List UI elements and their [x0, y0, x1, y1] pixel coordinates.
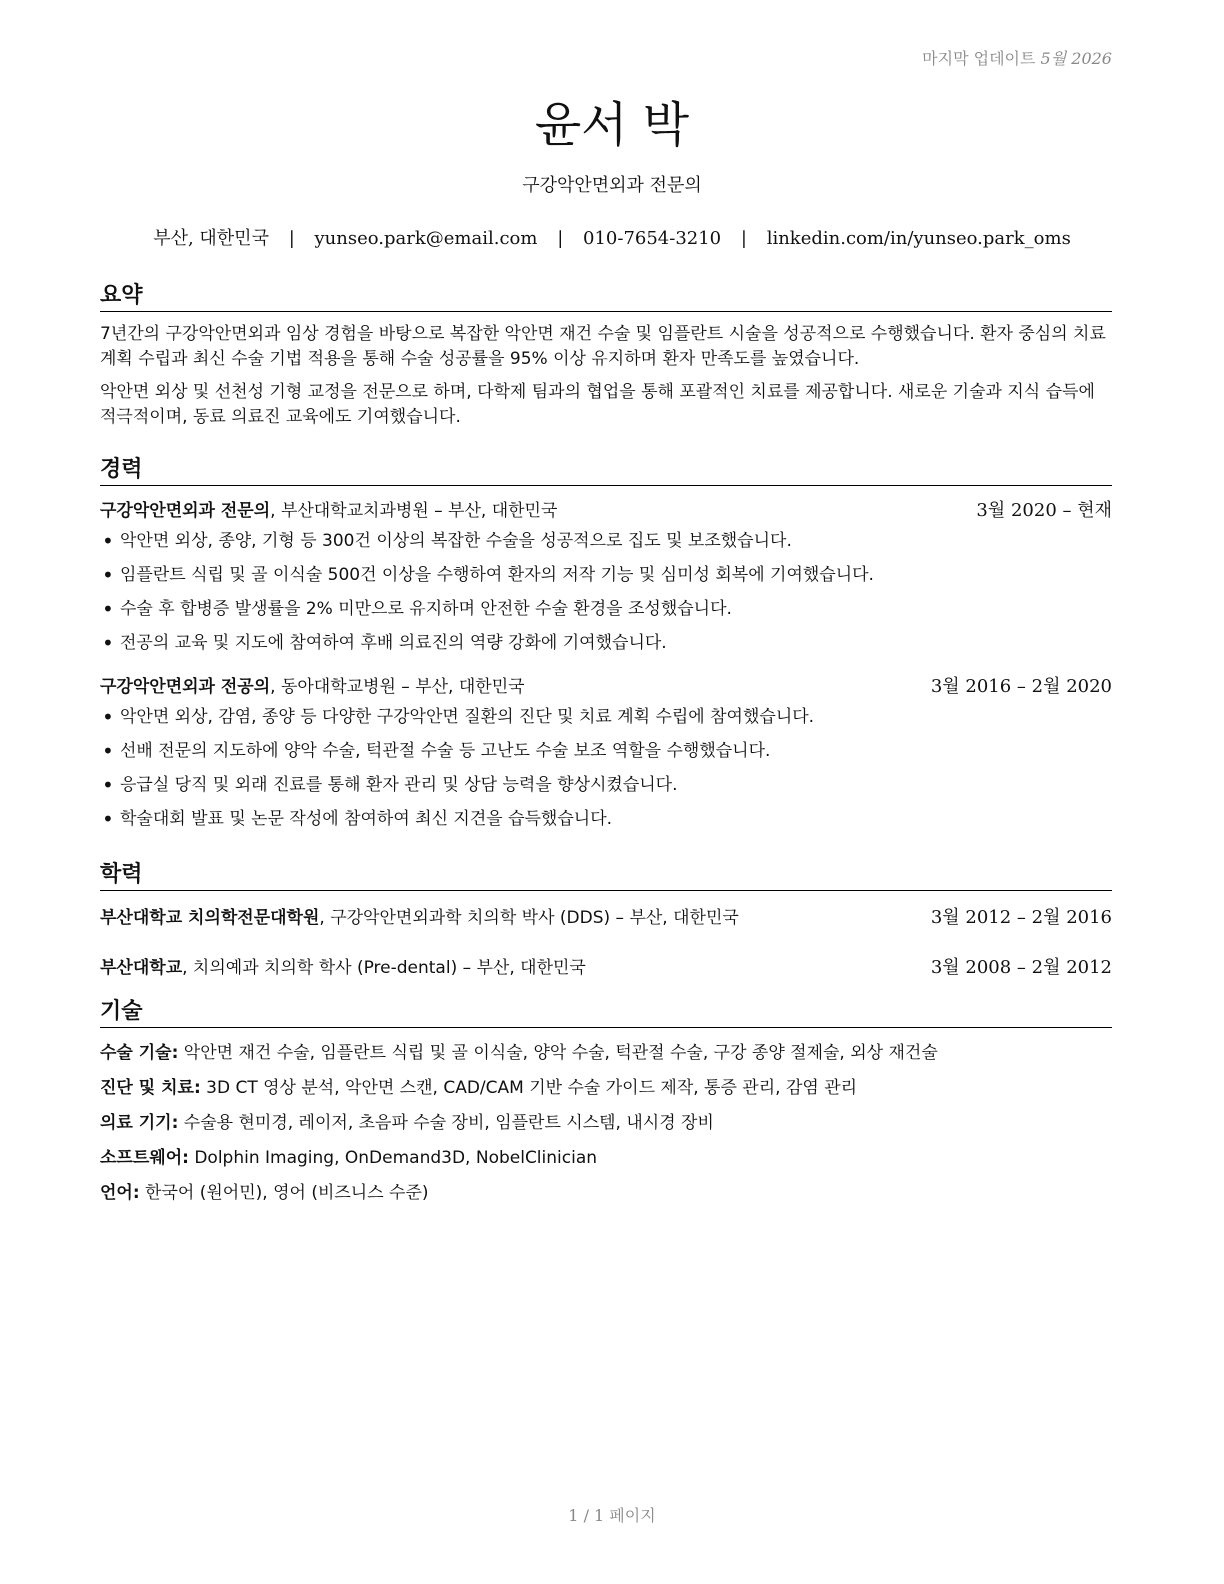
skill-value: 한국어 (원어민), 영어 (비즈니스 수준)	[139, 1183, 429, 1203]
skill-row	[100, 1176, 1112, 1211]
skill-label: 언어:	[100, 1183, 140, 1203]
last-updated	[922, 46, 1112, 69]
skills-section	[100, 994, 1112, 1211]
skill-value: 3D CT 영상 분석, 악안면 스캔, CAD/CAM 기반 수술 가이드 제작, 통증 관리, 감염 관리	[200, 1078, 858, 1098]
job-role: 구강악안면외과 전공의	[100, 677, 271, 697]
education-dates: 3월 2012 – 2월 2016	[930, 907, 1112, 928]
contact-email[interactable]: yunseo.park@email.com	[314, 228, 538, 249]
summary-paragraph: 악안면 외상 및 선천성 기형 교정을 전문으로 하며, 다학제 팀과의 협업을 통해 포괄적인 치료를 제공합니다. 새로운 기술과 지식 습득에 적극적이며, 동료 의료진 교육에도 기여했습니다.	[100, 382, 1095, 427]
education-dates: 3월 2008 – 2월 2012	[930, 957, 1112, 978]
job-entry	[100, 498, 1112, 660]
skill-label: 소프트웨어:	[100, 1148, 189, 1168]
education-section	[100, 857, 1112, 981]
page-number: 1 / 1 페이지	[568, 1506, 656, 1525]
contact-separator: |	[288, 228, 295, 249]
experience-section	[100, 452, 1112, 836]
skill-label: 수술 기술:	[100, 1043, 179, 1063]
list-item: • 선배 전문의 지도하에 양악 수술, 턱관절 수술 등 고난도 수술 보조 역할을 수행했습니다.	[100, 734, 1112, 768]
job-entry	[100, 674, 1112, 836]
education-detail: , 치의예과 치의학 학사 (Pre-dental) – 부산, 대한민국	[182, 958, 586, 978]
job-dates: 3월 2020 – 현재	[976, 500, 1112, 521]
skill-label: 진단 및 치료:	[100, 1078, 201, 1098]
education-detail: , 구강악안면외과학 치의학 박사 (DDS) – 부산, 대한민국	[319, 908, 739, 928]
education-heading: 학력	[100, 857, 1112, 891]
contact-location: 부산, 대한민국	[153, 228, 269, 249]
contact-separator: |	[557, 228, 564, 249]
skill-value: 수술용 현미경, 레이저, 초음파 수술 장비, 임플란트 시스템, 내시경 장비	[178, 1113, 714, 1133]
job-role: 구강악안면외과 전문의	[100, 501, 271, 521]
last-updated-date: 5월 2026	[1040, 49, 1112, 68]
contact-line	[0, 224, 1224, 250]
job-org: , 부산대학교치과병원 – 부산, 대한민국	[270, 501, 558, 521]
job-bullets	[100, 700, 1112, 836]
list-item: • 응급실 당직 및 외래 진료를 통해 환자 관리 및 상담 능력을 향상시켰습니다.	[100, 768, 1112, 802]
skill-value: Dolphin Imaging, OnDemand3D, NobelClinician	[188, 1148, 598, 1168]
skill-label: 의료 기기:	[100, 1113, 179, 1133]
contact-phone: 010-7654-3210	[583, 228, 722, 249]
education-entry	[100, 955, 1112, 981]
education-school: 부산대학교 치의학전문대학원	[100, 908, 320, 928]
job-dates: 3월 2016 – 2월 2020	[930, 676, 1112, 697]
skill-row	[100, 1106, 1112, 1141]
education-entry	[100, 905, 1112, 931]
skill-row	[100, 1036, 1112, 1071]
contact-linkedin[interactable]: linkedin.com/in/yunseo.park_oms	[766, 228, 1071, 249]
education-school: 부산대학교	[100, 958, 183, 978]
list-item: • 악안면 외상, 종양, 기형 등 300건 이상의 복잡한 수술을 성공적으로 집도 및 보조했습니다.	[100, 524, 1112, 558]
skill-row	[100, 1141, 1112, 1176]
job-bullets	[100, 524, 1112, 660]
summary-paragraph: 7년간의 구강악안면외과 임상 경험을 바탕으로 복잡한 악안면 재건 수술 및 임플란트 시술을 성공적으로 수행했습니다. 환자 중심의 치료 계획 수립과 최신 수술 기법 적용을 통해 수술 성공률을 95% 이상 유지하며 환자 만족도를 높였습니다.	[100, 324, 1106, 369]
list-item: • 악안면 외상, 감염, 종양 등 다양한 구강악안면 질환의 진단 및 치료 계획 수립에 참여했습니다.	[100, 700, 1112, 734]
list-item: • 수술 후 합병증 발생률을 2% 미만으로 유지하며 안전한 수술 환경을 조성했습니다.	[100, 592, 1112, 626]
contact-separator: |	[740, 228, 747, 249]
list-item: • 임플란트 식립 및 골 이식술 500건 이상을 수행하여 환자의 저작 기능 및 심미성 회복에 기여했습니다.	[100, 558, 1112, 592]
summary-heading: 요약	[100, 278, 1112, 312]
skills-list	[100, 1036, 1112, 1211]
job-header	[100, 498, 1112, 524]
job-header	[100, 674, 1112, 700]
job-org: , 동아대학교병원 – 부산, 대한민국	[270, 677, 525, 697]
list-item: • 학술대회 발표 및 논문 작성에 참여하여 최신 지견을 습득했습니다.	[100, 802, 1112, 836]
skills-heading: 기술	[100, 994, 1112, 1028]
last-updated-prefix: 마지막 업데이트	[922, 49, 1036, 68]
summary-section	[100, 278, 1112, 430]
job-title: 구강악안면외과 전문의	[522, 175, 702, 196]
experience-heading: 경력	[100, 452, 1112, 486]
skill-row	[100, 1071, 1112, 1106]
candidate-name: 윤서 박	[534, 97, 690, 153]
list-item: • 전공의 교육 및 지도에 참여하여 후배 의료진의 역량 강화에 기여했습니다.	[100, 626, 1112, 660]
skill-value: 악안면 재건 수술, 임플란트 식립 및 골 이식술, 양악 수술, 턱관절 수술, 구강 종양 절제술, 외상 재건술	[178, 1043, 938, 1063]
